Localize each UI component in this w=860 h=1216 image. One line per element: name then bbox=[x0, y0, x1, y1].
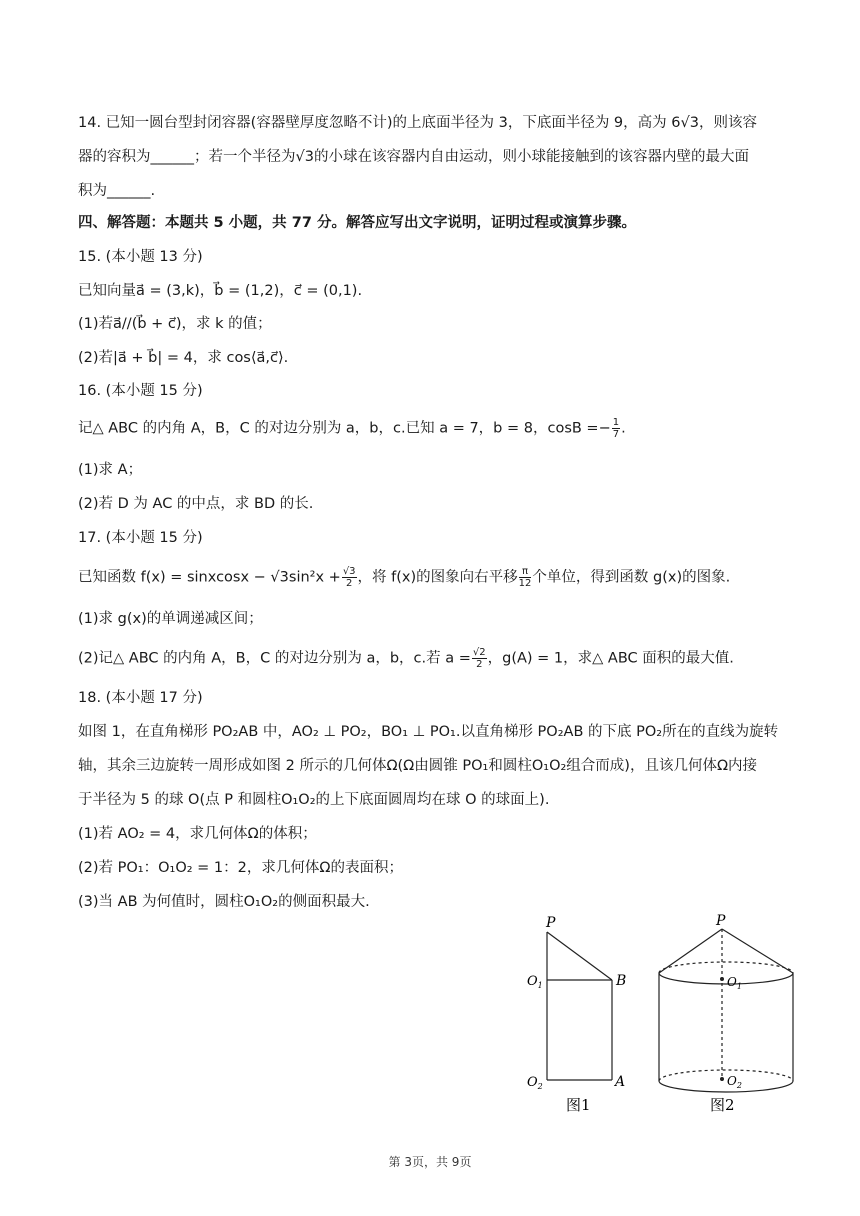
q17-stem-c: 个单位，得到函数 g(x)的图象. bbox=[532, 569, 731, 586]
q17-stem-b: ，将 f(x)的图象向右平移 bbox=[357, 569, 518, 586]
q18-stem-1: 如图 1，在直角梯形 PO₂AB 中，AO₂ ⊥ PO₂，BO₁ ⊥ PO₁.以直角梯形 PO₂AB 的下底 PO₂所在的直线为旋转 bbox=[78, 724, 779, 740]
q18-header: 18. (本小题 17 分) bbox=[78, 690, 203, 706]
q17-stem bbox=[78, 566, 730, 589]
q17-frac-3 bbox=[472, 647, 487, 670]
q17-frac-1 bbox=[342, 566, 357, 589]
fig2-cone-left bbox=[659, 929, 722, 973]
q14-line-2: 器的容积为______；若一个半径为√3的小球在该容器内自由运动，则小球能接触到的该容器内壁的最大面 bbox=[78, 149, 749, 165]
q17-frac-1-num: √3 bbox=[342, 566, 356, 577]
q16-stem bbox=[78, 417, 626, 440]
q17-part-1: (1)求 g(x)的单调递减区间； bbox=[78, 611, 263, 627]
q17-frac-1-den: 2 bbox=[345, 578, 353, 589]
fig2-label-o2-letter: O bbox=[727, 1074, 737, 1088]
q16-frac-den: 7 bbox=[612, 429, 620, 440]
q18-stem-3: 于半径为 5 的球 O(点 P 和圆柱O₁O₂的上下底面圆周均在球 O 的球面上). bbox=[78, 792, 550, 808]
fig2-label-o1-sub: 1 bbox=[736, 982, 742, 991]
q17-frac-3-den: 2 bbox=[476, 659, 483, 670]
q16-header: 16. (本小题 15 分) bbox=[78, 383, 203, 399]
fig1-caption: 图1 bbox=[566, 1096, 591, 1114]
page-footer: 第 3页，共 9页 bbox=[388, 1155, 472, 1169]
fig1-label-a: A bbox=[615, 1074, 626, 1090]
fig1-label-b: B bbox=[616, 973, 627, 989]
fig2-top-ellipse-front bbox=[659, 973, 793, 984]
fig2-label-o1 bbox=[727, 975, 742, 991]
fig2-label-o2-sub: 2 bbox=[736, 1081, 742, 1090]
fig1-label-o2-sub: 2 bbox=[537, 1082, 543, 1091]
q17-frac-3-num: √2 bbox=[472, 647, 486, 658]
fig2-label-p: P bbox=[716, 913, 726, 929]
q18-stem-2: 轴，其余三边旋转一周形成如图 2 所示的几何体Ω(Ω由圆锥 PO₁和圆柱O₁O₂组合而成)，且该几何体Ω内接 bbox=[78, 758, 758, 774]
fig1-label-o1-letter: O bbox=[527, 974, 538, 989]
q17-frac-2-den: 12 bbox=[518, 578, 532, 589]
fig1-edge-pb bbox=[547, 932, 612, 980]
fig1-label-o1-sub: 1 bbox=[537, 981, 543, 990]
fig1-label-o2 bbox=[527, 1075, 543, 1091]
q17-part-2 bbox=[78, 647, 734, 670]
q15-header: 15. (本小题 13 分) bbox=[78, 249, 203, 265]
q18-part-1: (1)若 AO₂ = 4，求几何体Ω的体积； bbox=[78, 826, 317, 842]
fig2-cone-right bbox=[722, 929, 793, 973]
fig2-bottom-ellipse-back bbox=[659, 1070, 793, 1081]
fig2-bottom-ellipse-front bbox=[659, 1081, 793, 1092]
q16-part-2: (2)若 D 为 AC 的中点，求 BD 的长. bbox=[78, 496, 314, 512]
q15-stem: 已知向量a⃗ = (3,k)，b⃗ = (1,2)，c⃗ = (0,1). bbox=[78, 283, 363, 299]
section-4-heading: 四、解答题：本题共 5 小题，共 77 分。解答应写出文字说明，证明过程或演算步骤。 bbox=[78, 215, 636, 231]
q14-line-3: 积为______. bbox=[78, 183, 156, 199]
fig2-point-o1 bbox=[720, 977, 724, 981]
q16-fraction bbox=[612, 417, 620, 440]
q15-part-2: (2)若|a⃗ + b⃗| = 4，求 cos⟨a⃗,c⃗⟩. bbox=[78, 350, 289, 366]
fig2-label-o1-letter: O bbox=[727, 975, 737, 989]
fig2-label-o2 bbox=[727, 1074, 742, 1090]
fig2-top-ellipse-back bbox=[659, 962, 793, 973]
fig1-label-p: P bbox=[546, 915, 556, 931]
q17-stem-a: 已知函数 f(x) = sinxcosx − √3sin²x + bbox=[78, 569, 341, 586]
q17-part-2-a: (2)记△ ABC 的内角 A，B，C 的对边分别为 a，b，c.若 a = bbox=[78, 650, 471, 667]
q18-part-2: (2)若 PO₁：O₁O₂ = 1：2，求几何体Ω的表面积； bbox=[78, 860, 403, 876]
q16-stem-end: . bbox=[621, 420, 626, 437]
q15-part-1: (1)若a⃗//(b⃗ + c⃗)，求 k 的值； bbox=[78, 316, 272, 332]
fig1-label-o1 bbox=[527, 974, 543, 990]
q16-part-1: (1)求 A； bbox=[78, 462, 143, 478]
q17-frac-2-num: π bbox=[519, 566, 532, 578]
fig1-label-o2-letter: O bbox=[527, 1075, 538, 1090]
q16-frac-num: 1 bbox=[612, 417, 620, 428]
q17-frac-2 bbox=[519, 566, 532, 589]
q17-header: 17. (本小题 15 分) bbox=[78, 530, 203, 546]
q17-part-2-b: ，g(A) = 1，求△ ABC 面积的最大值. bbox=[487, 650, 734, 667]
q14-line-1: 14. 已知一圆台型封闭容器(容器壁厚度忽略不计)的上底面半径为 3，下底面半径为 9，高为 6√3，则该容 bbox=[78, 115, 757, 131]
figure-2 bbox=[652, 905, 800, 1115]
q16-stem-text: 记△ ABC 的内角 A，B，C 的对边分别为 a，b，c.已知 a = 7，b = 8，cosB =− bbox=[78, 420, 611, 437]
figure-1 bbox=[520, 905, 640, 1115]
fig2-point-o2 bbox=[720, 1077, 724, 1081]
fig2-caption: 图2 bbox=[710, 1096, 735, 1114]
q18-part-3: (3)当 AB 为何值时，圆柱O₁O₂的侧面积最大. bbox=[78, 894, 370, 910]
